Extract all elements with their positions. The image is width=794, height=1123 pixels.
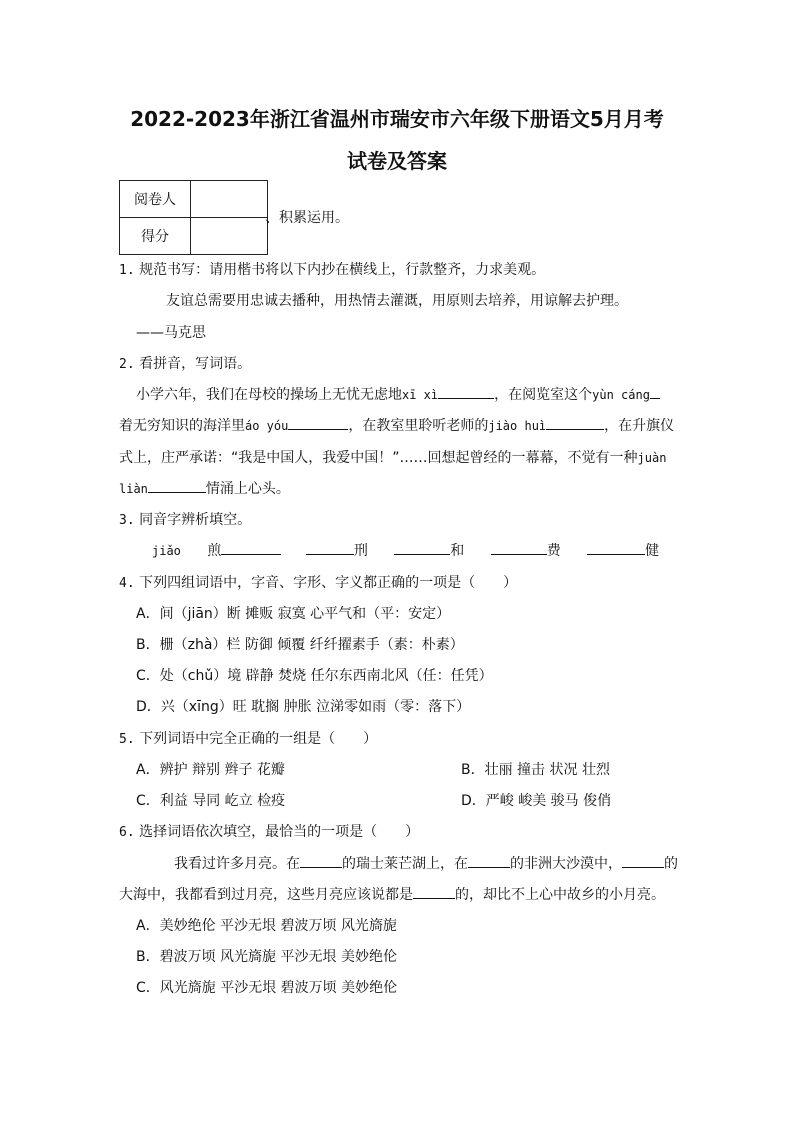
q1-text: 规范书写：请用楷书将以下内抄在横线上，行款整齐，力求美观。 (139, 262, 546, 278)
answer-blank[interactable] (438, 384, 494, 399)
q6-option-a[interactable]: A．美妙绝伦 平沙无垠 碧波万顷 风光旖旎 (136, 918, 397, 934)
pinyin-lian: liàn (119, 482, 148, 496)
q6-text-5: 大海中，我都看到过月亮，这些月亮应该说都是 (119, 887, 413, 903)
q3-char-5: 健 (645, 543, 660, 559)
q6-option-c[interactable]: C．风光旖旎 平沙无垠 碧波万顷 美妙绝伦 (136, 980, 398, 996)
answer-blank[interactable] (394, 540, 450, 555)
score-cell (191, 218, 268, 255)
answer-blank[interactable] (221, 540, 281, 555)
q6-text-3: 的非洲大沙漠中， (510, 856, 622, 872)
q5-text: 下列词语中完全正确的一组是（ ） (139, 731, 378, 747)
pinyin-jiaohui: jiào huì (488, 419, 547, 433)
q2-prompt (119, 353, 251, 373)
q6-text-1: 我看过许多月亮。在 (174, 856, 300, 872)
q2-paragraph-line-3 (119, 447, 666, 467)
q2-paragraph-line-2 (119, 415, 674, 435)
q5-option-a[interactable]: A．辨护 辩别 辫子 花瓣 (136, 762, 285, 778)
answer-blank[interactable] (491, 540, 547, 555)
q6-passage-line-1 (174, 853, 678, 873)
q2-text-3: 着无穷知识的海洋里 (119, 418, 245, 434)
answer-blank[interactable] (306, 540, 354, 555)
q2-paragraph-line-4 (119, 478, 290, 498)
q5-number: 5. (119, 732, 135, 747)
q5-option-d[interactable]: D．严峻 峻美 骏马 俊俏 (461, 793, 612, 809)
q5-option-b[interactable]: B．壮丽 撞击 状况 壮烈 (461, 762, 610, 778)
q6-option-b[interactable]: B．碧波万顷 风光旖旎 平沙无垠 美妙绝伦 (136, 949, 397, 965)
pinyin-xixi: xī xì (402, 388, 439, 402)
q4-prompt (119, 572, 517, 592)
q4-option-b[interactable]: B．栅（zhà）栏 防御 倾覆 纤纤擢素手（素：朴素） (136, 637, 464, 653)
q4-text: 下列四组词语中，字音、字形、字义都正确的一项是（ ） (139, 575, 518, 591)
exam-title-line-2: 试卷及答案 (347, 149, 447, 173)
q3-char-1: 煎 (207, 543, 222, 559)
q5-option-c[interactable]: C．利益 导同 屹立 检疫 (136, 793, 286, 809)
pinyin-aoyou: áo yóu (245, 419, 289, 433)
q2-text-4: ，在教室里聆听老师的 (348, 418, 489, 434)
q6-text: 选择词语依次填空，最恰当的一项是（ ） (139, 824, 420, 840)
q6-text-2: 的瑞士莱芒湖上，在 (342, 856, 468, 872)
reviewer-cell (191, 181, 268, 218)
q3-char-3: 和 (450, 543, 465, 559)
q2-number: 2. (119, 357, 135, 372)
q5-prompt (119, 728, 377, 748)
q2-text: 看拼音，写词语。 (139, 356, 252, 372)
q2-text-5: ，在升旗仪 (604, 418, 675, 434)
q4-option-c[interactable]: C．处（chǔ）境 辟静 焚烧 任尔东西南北风（任：任凭） (136, 668, 493, 684)
q3-char-2: 刑 (353, 543, 368, 559)
q6-prompt (119, 821, 419, 841)
answer-blank[interactable] (288, 415, 348, 430)
q2-text-1: 小学六年，我们在母校的操场上无忧无虑地 (136, 387, 402, 403)
q3-number: 3. (119, 513, 135, 528)
q3-prompt (119, 509, 251, 529)
answer-blank[interactable] (587, 540, 645, 555)
answer-blank[interactable] (622, 853, 664, 868)
answer-blank[interactable] (413, 884, 455, 899)
q2-text-2: ，在阅览室这个 (494, 387, 593, 403)
q4-option-d[interactable]: D．兴（xīng）旺 耽搁 肿胀 泣涕零如雨（零：落下） (136, 699, 471, 715)
pinyin-juan: juàn (637, 451, 667, 465)
answer-blank[interactable] (546, 415, 604, 430)
q2-text-7: 情涌上心头。 (205, 481, 290, 497)
answer-blank[interactable] (148, 478, 206, 493)
answer-blank[interactable] (300, 853, 342, 868)
q3-text: 同音字辨析填空。 (139, 512, 252, 528)
score-table (119, 180, 268, 255)
q1-prompt (119, 259, 545, 279)
q6-number: 6. (119, 825, 135, 840)
score-label: 得分 (120, 218, 191, 255)
q3-char-4: 费 (546, 543, 561, 559)
q3-fill-row (152, 540, 659, 560)
q2-paragraph-line-1 (136, 384, 660, 404)
q6-passage-line-2 (119, 884, 665, 904)
section-heading: 、积累运用。 (265, 210, 349, 226)
reviewer-label: 阅卷人 (120, 181, 191, 218)
pinyin-yuncang: yùn cáng (592, 388, 650, 402)
q4-option-a[interactable]: A．间（jiān）断 摊贩 寂寞 心平气和（平：安定） (136, 606, 451, 622)
q1-quote: 友谊总需要用忠诚去播种，用热情去灌溉，用原则去培养，用谅解去护理。 (166, 293, 628, 309)
answer-blank[interactable] (650, 384, 660, 399)
q6-text-4: 的 (664, 856, 678, 872)
q6-text-6: 的，却比不上心中故乡的小月亮。 (455, 887, 665, 903)
q4-number: 4. (119, 576, 135, 591)
exam-title-line-1: 2022-2023年浙江省温州市瑞安市六年级下册语文5月月考 (130, 107, 664, 131)
q2-text-6: 式上，庄严承诺：“我是中国人，我爱中国！”……回想起曾经的一幕幕，不觉有一种 (119, 450, 638, 466)
pinyin-jiao: jiǎo (152, 544, 181, 558)
answer-blank[interactable] (468, 853, 510, 868)
q1-number: 1. (119, 263, 135, 278)
q1-author: ——马克思 (136, 325, 206, 341)
